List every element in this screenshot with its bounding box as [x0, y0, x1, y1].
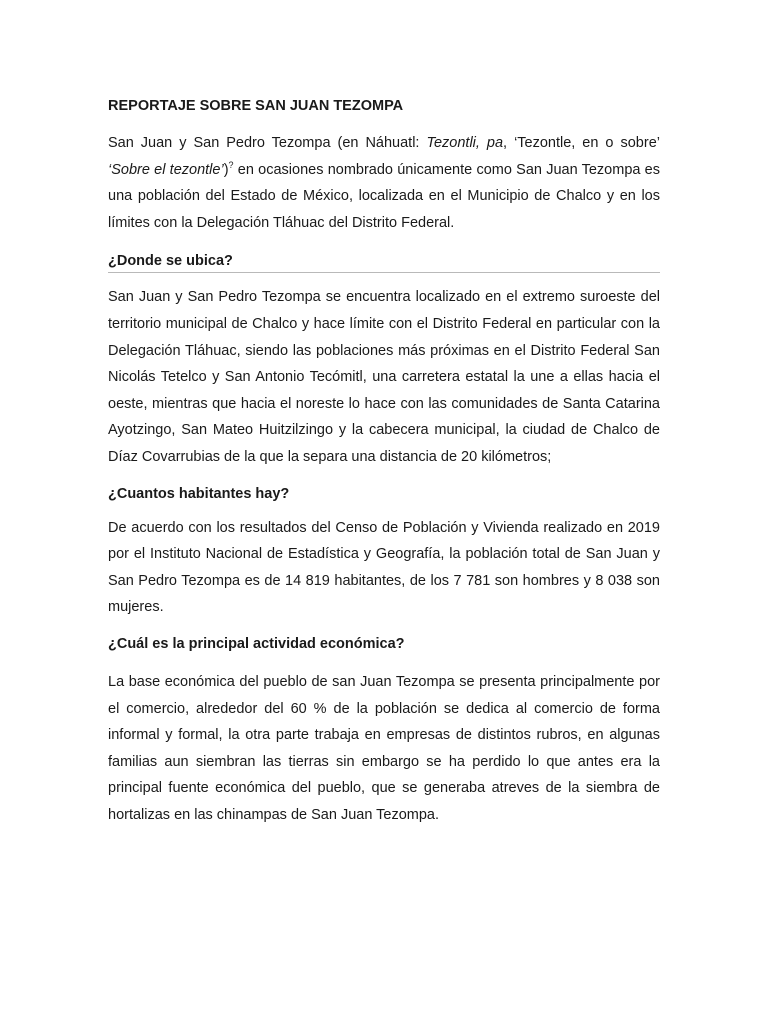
section-body-economy: La base económica del pueblo de san Juan Tezompa se presenta principalmente por el comercio, alrededor del 60 % de la población se dedica al comercio de forma informal y formal, la otra parte trabaja en empresas de distintos rubros, en algunas familias aun siembran las tierras sin embargo se ha perdido lo que antes era la principal fuente económica del pueblo, que se generaba atreves de la siembra de hortalizas en las chinampas de San Juan Tezompa.	[108, 673, 660, 823]
intro-text-2: , ‘Tezontle, en o sobre’	[503, 135, 660, 151]
section-heading-population: ¿Cuantos habitantes hay?	[108, 485, 290, 502]
intro-text-1: San Juan y San Pedro Tezompa (en Náhuatl:	[108, 135, 427, 151]
intro-italic-2: ‘Sobre el tezontle’	[108, 161, 224, 178]
intro-paragraph	[108, 130, 660, 236]
intro-text-4: en ocasiones nombrado únicamente como San Juan Tezompa es una población del Estado de México, localizada en el Municipio de Chalco y en los límites con la Delegación Tláhuac del Distrito Federal.	[108, 161, 661, 231]
section-heading-location: ¿Donde se ubica?	[108, 251, 660, 273]
intro-italic-1: Tezontli, pa	[426, 135, 504, 151]
section-heading-economy: ¿Cuál es la principal actividad económica?	[108, 635, 405, 652]
intro-text-3: )	[223, 161, 229, 178]
section-body-population: De acuerdo con los resultados del Censo de Población y Vivienda realizado en 2019 por el Instituto Nacional de Estadística y Geografía, la población total de San Juan y San Pedro Tezompa es de 14 819 habitantes, de los 7 781 son hombres y 8 038 son mujeres.	[108, 519, 660, 616]
document-title: REPORTAJE SOBRE SAN JUAN TEZOMPA	[108, 98, 404, 114]
footnote-marker: ?	[228, 159, 234, 170]
section-body-location: San Juan y San Pedro Tezompa se encuentra localizado en el extremo suroeste del territorio municipal de Chalco y hace límite con el Distrito Federal en particular con la Delegación Tláhuac, siendo las poblaciones más próximas en el Distrito Federal San Nicolás Tetelco y San Antonio Tecómitl, una carretera estatal la une a ellas hacia el oeste, mientras que hacia el noreste lo hace con las comunidades de Santa Catarina Ayotzingo, San Mateo Huitzilzingo y la cabecera municipal, la ciudad de Chalco de Díaz Covarrubias de la que la separa una distancia de 20 kilómetros;	[108, 289, 660, 465]
